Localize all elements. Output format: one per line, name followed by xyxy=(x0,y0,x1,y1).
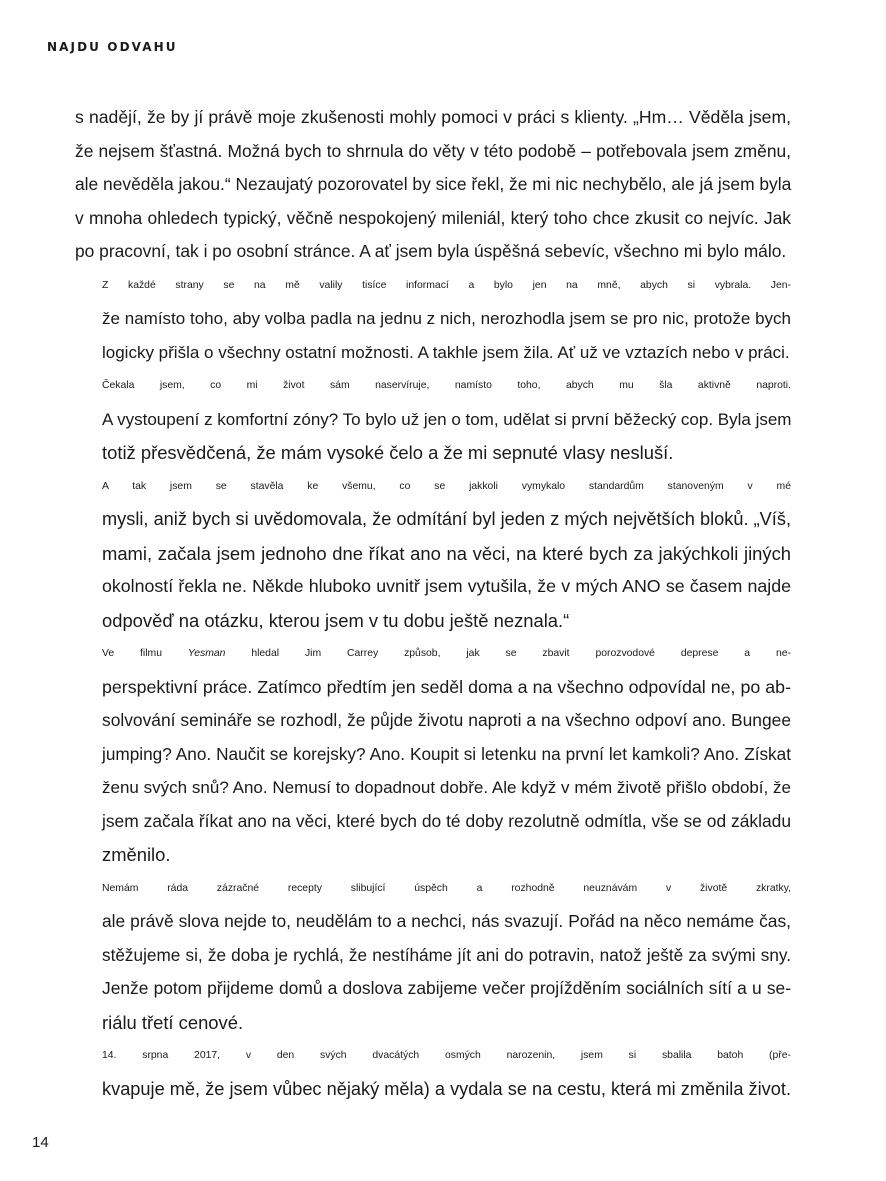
text-line xyxy=(75,637,791,671)
text-line: že nejsem šťastná. Možná bych to shrnula do věty v této podobě – potřebovala jsem změnu, xyxy=(75,140,791,161)
text-line: logicky přišla o všechny ostatní možnosti. A takhle jsem žila. Ať už ve vztazích nebo v práci. xyxy=(102,342,790,362)
text-line: že namísto toho, aby volba padla na jednu z nich, nerozhodla jsem se pro nic, protože bych xyxy=(102,309,791,328)
text-line: okolností řekla ne. Někde hluboko uvnitř jsem vytušila, že v mých ANO se časem najde xyxy=(102,576,791,596)
paragraph xyxy=(75,269,791,370)
text-fragment: hledal Jim Carrey způsob, jak se zbavit porozvodové deprese a ne- xyxy=(225,648,791,659)
text-line: odpověď na otázku, kterou jsem v tu dobu ještě neznala.“ xyxy=(102,609,570,631)
text-line: stěžujeme si, že doba je rychlá, že nestíháme jít ani do potravin, natož ještě za svými sny. xyxy=(102,944,791,965)
text-line: solvování semináře se rozhodl, že půjde životu naproti a na všechno odpoví ano. Bungee xyxy=(102,710,791,730)
text-fragment: Ve filmu xyxy=(102,648,188,659)
text-line: Čekala jsem, co mi život sám naservíruje, namísto toho, abych mu šla aktivně naproti. xyxy=(102,380,791,391)
paragraph xyxy=(75,369,791,470)
text-line: riálu třetí cenové. xyxy=(102,1011,244,1033)
text-line: A vystoupení z komfortní zóny? To bylo už jen o tom, udělat si první běžecký cop. Byla jsem xyxy=(102,409,792,429)
text-line: ale nevěděla jakou.“ Nezaujatý pozorovatel by sice řekl, že mi nic nechybělo, ale já jsem byla xyxy=(75,174,792,194)
text-line: změnilo. xyxy=(102,844,171,865)
text-line: Jenže potom přijdeme domů a doslova zabijeme večer projížděním sociálních sítí a u se- xyxy=(102,978,791,998)
paragraph xyxy=(75,101,791,269)
text-line: ale právě slova nejde to, neudělám to a nechci, nás svazují. Pořád na něco nemáme čas, xyxy=(102,911,791,931)
film-title: Yesman xyxy=(187,648,226,659)
text-line: s nadějí, že by jí právě moje zkušenosti mohly pomoci v práci s klienty. „Hm… Věděla jsem, xyxy=(75,107,791,127)
text-line: mysli, aniž bych si uvědomovala, že odmítání byl jeden z mých největších bloků. „Víš, xyxy=(102,509,791,529)
text-line: v mnoha ohledech typický, věčně nespokojený mileniál, který toho chce zkusit co nejvíc. Jak xyxy=(75,207,791,228)
paragraph xyxy=(75,637,791,872)
text-line: perspektivní práce. Zatímco předtím jen seděl doma a na všechno odpovídal ne, po ab- xyxy=(102,676,791,697)
text-line: mami, začala jsem jednoho dne říkat ano na věci, na které bych za jakýchkoli jiných xyxy=(102,542,791,564)
page-number: 14 xyxy=(32,1134,49,1151)
text-line: totiž přesvědčená, že mám vysoké čelo a že mi sepnuté vlasy nesluší. xyxy=(102,442,674,463)
text-line: po pracovní, tak i po osobní stránce. A ať jsem byla úspěšná sebevíc, všechno mi bylo málo. xyxy=(75,241,787,261)
text-line: jsem začala říkat ano na věci, které bych do té doby rezolutně odmítla, vše se od základu xyxy=(102,810,791,831)
paragraph xyxy=(75,872,791,1040)
paragraph xyxy=(75,470,791,638)
text-line: 14. srpna 2017, v den svých dvacátých osmých narozenin, jsem si sbalila batoh (pře- xyxy=(102,1050,791,1061)
text-line: jumping? Ano. Naučit se korejsky? Ano. Koupit si letenku na první let kamkoli? Ano. Získat xyxy=(102,743,791,764)
text-line: ženu svých snů? Ano. Nemusí to dopadnout dobře. Ale když v mém životě přišlo období, že xyxy=(102,778,791,797)
text-line: Nemám ráda zázračné recepty slibující úspěch a rozhodně neuznávám v životě zkratky, xyxy=(102,882,791,894)
text-line: A tak jsem se stavěla ke všemu, co se jakkoli vymykalo standardům stanoveným v mé xyxy=(102,480,791,492)
text-line: kvapuje mě, že jsem vůbec nějaký měla) a vydala se na cestu, která mi změnila život. xyxy=(102,1078,791,1099)
text-line: Z každé strany se na mě valily tisíce informací a bylo jen na mně, abych si vybrala. Jen- xyxy=(102,279,791,291)
body-text xyxy=(75,101,791,1106)
paragraph xyxy=(75,1039,791,1106)
running-head: NAJDU ODVAHU xyxy=(47,40,178,54)
